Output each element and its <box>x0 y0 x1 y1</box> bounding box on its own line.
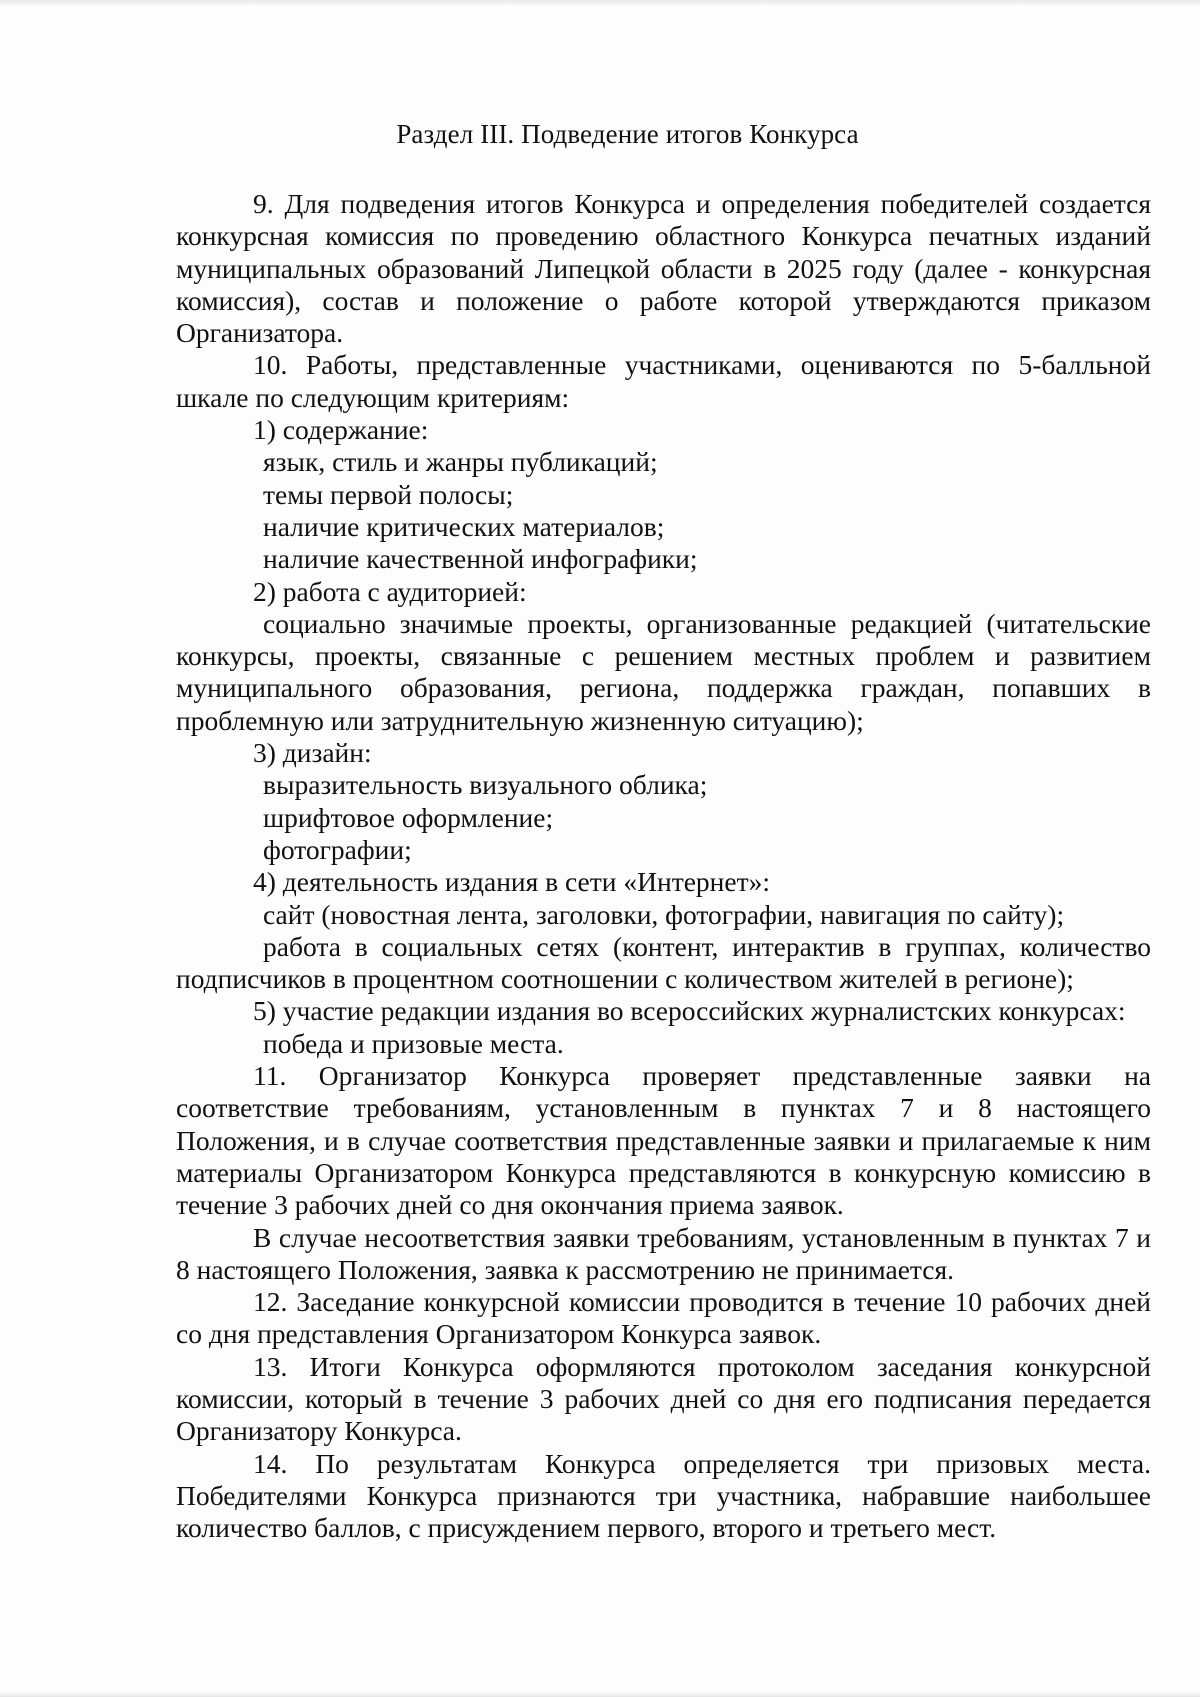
criterion-5-heading: 5) участие редакции издания во всероссийских журналистских конкурсах: <box>253 995 1126 1027</box>
criterion-2-item-1: социально значимые проекты, организованные редакцией (читательские конкурсы, проекты, связанные с решением местных проблем и развитием муниципального образования, региона, поддержка граждан, попавших в проблемную или затруднительную жизненную ситуацию); <box>176 607 1151 736</box>
criterion-3-item-2: шрифтовое оформление; <box>263 801 554 833</box>
criterion-3-item-1: выразительность визуального облика; <box>263 769 708 801</box>
paragraph-9: 9. Для подведения итогов Конкурса и определения победителей создается конкурсная комиссия по проведению областного Конкурса печатных изданий муниципальных образований Липецкой области в 2025 году (далее - конкурсная комиссия), состав и положение о работе которой утверждаются приказом Организатора. <box>176 188 1151 349</box>
scan-edge-top <box>0 0 1200 6</box>
criterion-4-item-2: работа в социальных сетях (контент, интерактив в группах, количество подписчиков в процентном соотношении с количеством жителей в регионе); <box>176 930 1151 995</box>
criterion-1-item-3: наличие критических материалов; <box>263 510 665 542</box>
paragraph-14: 14. По результатам Конкурса определяется три призовых места. Победителями Конкурса признаются три участника, набравшие наибольшее количество баллов, с присуждением первого, второго и третьего мест. <box>176 1447 1151 1544</box>
paragraph-11-note: В случае несоответствия заявки требованиям, установленным в пунктах 7 и 8 настоящего Положения, заявка к рассмотрению не принимается. <box>176 1221 1151 1285</box>
document-body <box>176 188 1151 1544</box>
criterion-3-item-3: фотографии; <box>263 833 412 865</box>
criterion-1-item-4: наличие качественной инфографики; <box>263 543 698 575</box>
criterion-1-item-2: темы первой полосы; <box>263 478 514 510</box>
paragraph-12: 12. Заседание конкурсной комиссии проводится в течение 10 рабочих дней со дня представления Организатором Конкурса заявок. <box>176 1286 1151 1350</box>
paragraph-13: 13. Итоги Конкурса оформляются протоколом заседания конкурсной комиссии, который в течение 3 рабочих дней со дня его подписания передается Организатору Конкурса. <box>176 1350 1151 1447</box>
criterion-4-item-1: сайт (новостная лента, заголовки, фотографии, навигация по сайту); <box>263 898 1065 930</box>
criterion-4-heading: 4) деятельность издания в сети «Интернет»: <box>253 866 770 898</box>
section-heading: Раздел III. Подведение итогов Конкурса <box>396 119 859 149</box>
criterion-1-heading: 1) содержание: <box>253 414 429 446</box>
criterion-5-item-1: победа и призовые места. <box>263 1027 564 1059</box>
criterion-1-item-1: язык, стиль и жанры публикаций; <box>263 446 658 478</box>
criterion-3-heading: 3) дизайн: <box>253 737 372 769</box>
scan-edge-bottom <box>0 1691 1200 1697</box>
paragraph-11: 11. Организатор Конкурса проверяет представленные заявки на соответствие требованиям, установленным в пунктах 7 и 8 настоящего Положения, и в случае соответствия представленные заявки и прилагаемые к ним материалы Организатором Конкурса представляются в конкурсную комиссию в течение 3 рабочих дней со дня окончания приема заявок. <box>176 1060 1151 1221</box>
criterion-2-heading: 2) работа с аудиторией: <box>253 575 527 607</box>
paragraph-10: 10. Работы, представленные участниками, оцениваются по 5-балльной шкале по следующим критериям: <box>176 349 1151 413</box>
